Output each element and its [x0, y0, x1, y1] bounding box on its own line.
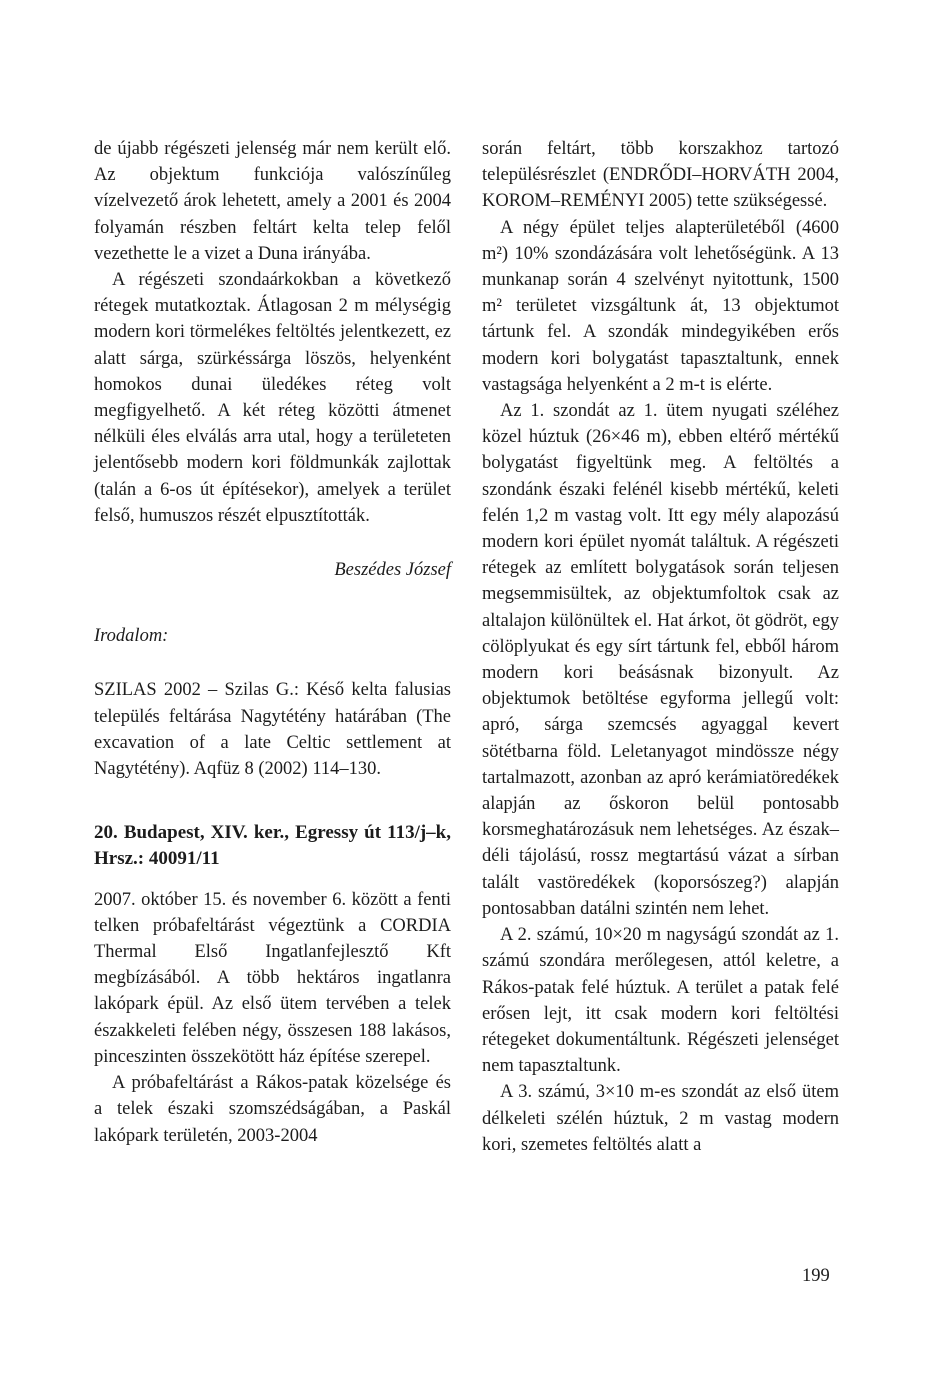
paragraph: 2007. október 15. és november 6. között a fenti telken próbafeltárást végeztünk a CORDIA Thermal Első Ingatlanfejlesztő Kft megbízásából. A több hektáros ingatlanra lakópark épül. Az első ütem tervében a telek északkeleti felében négy, összesen 188 lakásos, pinceszinten összekötött ház építése szerepel. [94, 889, 451, 1067]
paragraph: de újabb régészeti jelenség már nem került elő. Az objektum funkciója valószínűleg vízelvezető árok lehetett, amely a 2001 és 2004 folyamán részben feltárt kelta telep felől vezethette le a vizet a Duna irányába. [94, 139, 451, 264]
right-column [482, 136, 839, 1158]
paragraph: során feltárt, több korszakhoz tartozó településrészlet (ENDRŐDI–HORVÁTH 2004, KOROM–REMÉNYI 2005) tette szükségessé. [482, 139, 839, 212]
paragraph: A 3. számú, 3×10 m-es szondát az első ütem délkeleti szélén húztuk, 2 m vastag modern kori, szemetes feltöltés alatt a [482, 1082, 839, 1155]
paragraph: A 2. számú, 10×20 m nagyságú szondát az 1. számú szondára merőlegesen, attól keletre, a Rákos-patak felé húztuk. A terület a patak felé erősen lejt, itt csak modern kori feltöltési rétegeket dokumentáltunk. Régészeti jelenséget nem tapasztaltunk. [482, 925, 839, 1077]
paragraph: A négy épület teljes alapterületéből (4600 m²) 10% szondázására volt lehetőségünk. A 13 munkanap során 4 szelvényt nyitottunk, 1500 m² területet vizsgáltunk át, 13 objektumot tártunk fel. A szondák mindegyikében erős modern kori bolygatást tapasztaltunk, ennek vastagsága helyenként a 2 m-t is elérte. [482, 217, 839, 395]
site-heading: 20. Budapest, XIV. ker., Egressy út 113/j–k, Hrsz.: 40091/11 [94, 822, 451, 870]
author-signature: Beszédes József [334, 560, 451, 581]
page-number: 199 [802, 1266, 830, 1286]
references-heading: Irodalom: [94, 626, 169, 647]
paragraph: Az 1. szondát az 1. ütem nyugati széléhez közel húztuk (26×46 m), ebben eltérő mértékű bolygatást figyeltünk meg. A feltöltés a szondánk északi felénél kisebb mértékű, keleti felén 1,2 m vastag volt. Itt egy mély alapozású modern kori épület nyomát találtuk. A régészeti rétegek az említett bolygatások során teljesen megsemmisültek, az objektumfoltok csak az altalajon különültek el. Hat árkot, öt gödröt, egy cölöplyukat és egy sírt tártunk fel, ebből három modern kori beásásnak bizonyult. Az objektumok betöltése egyforma jellegű volt: apró, sárga szemcsés agyaggal kevert sötétbarna föld. Leletanyagot mindössze négy tartalmazott, azonban az apró kerámiatöredékek alapján az őskoron belül pontosabb korsmeghatározásuk nem lehetséges. Az észak–déli tájolású, rossz megtartású vázat a sírban talált vastöredékek (koporsószeg?) alapján pontosabban datálni szintén nem lehet. [482, 401, 839, 919]
paragraph: A próbafeltárást a Rákos-patak közelsége és a telek északi szomszédságában, a Paskál lakópark területén, 2003-2004 [94, 1073, 451, 1146]
reference-entry: SZILAS 2002 – Szilas G.: Késő kelta falusias település feltárása Nagytétény határában (The excavation of a late Celtic settlement at Nagytétény). Aqfüz 8 (2002) 114–130. [94, 680, 451, 780]
paragraph: A régészeti szondaárkokban a következő rétegek mutatkoztak. Átlagosan 2 m mélységig modern kori törmelékes feltöltés jelentkezett, ez alatt sárga, szürkéssárga löszös, helyenként homokos dunai üledékes réteg volt megfigyelhető. A két réteg közötti átmenet nélküli éles elválás arra utal, hogy a területeten jelentősebb modern kori földmunkák zajlottak (talán a 6-os út építésekor), amelyek a terület felső, humuszos részét elpusztították. [94, 270, 451, 526]
left-column [94, 136, 451, 1149]
